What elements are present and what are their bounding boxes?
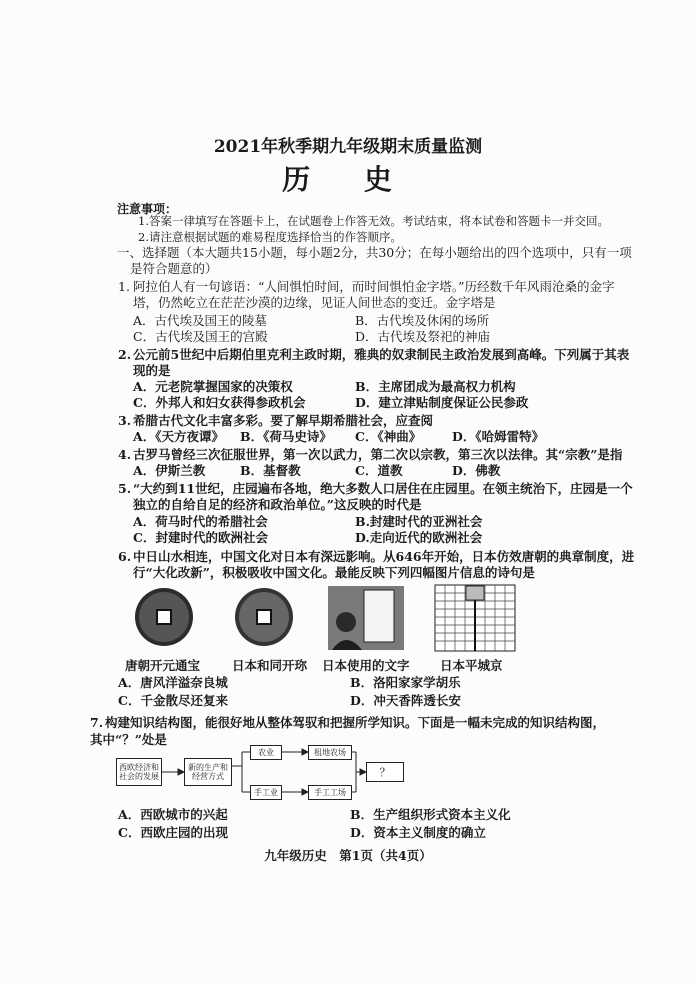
q2-option-c: C．外邦人和妇女获得参政机会 bbox=[133, 395, 306, 410]
diagram-box-workshop: 手工工场 bbox=[308, 785, 352, 800]
q6-option-b: B．洛阳家家学胡乐 bbox=[350, 675, 461, 690]
q6-stem-line-2: 行“大化改新”，积极吸收中国文化。最能反映下列四幅图片信息的诗句是 bbox=[133, 565, 535, 580]
q5-option-b: B.封建时代的亚洲社会 bbox=[355, 514, 483, 529]
q4-option-b: B．基督教 bbox=[240, 463, 301, 478]
q7-option-d: D．资本主义制度的确立 bbox=[350, 825, 486, 840]
q7-stem-line-2: 其中“？”处是 bbox=[90, 732, 167, 747]
image-caption-heijokyo: 日本平城京 bbox=[440, 658, 503, 673]
image-caption-wadokaichin: 日本和同开珎 bbox=[232, 658, 308, 673]
diagram-box-agriculture: 农业 bbox=[250, 745, 282, 760]
q4-option-c: C．道教 bbox=[355, 463, 403, 478]
image-caption-writing: 日本使用的文字 bbox=[322, 658, 410, 673]
heijokyo-map-image bbox=[434, 584, 516, 652]
q4-number: 4. bbox=[118, 447, 132, 462]
q7-stem-line-1: 构建知识结构图，能很好地从整体驾驭和把握所学知识。下面是一幅未完成的知识结构图， bbox=[105, 715, 606, 730]
q2-option-b: B．主席团成为最高权力机构 bbox=[355, 379, 516, 394]
subject-title: 历 史 bbox=[282, 163, 414, 196]
q1-stem-line-2: 塔，仍然屹立在茫茫沙漠的边缘，见证人间世态的变迁。金字塔是 bbox=[133, 295, 496, 310]
wadokaichin-coin-image bbox=[233, 586, 295, 648]
q3-option-b: B．《荷马史诗》 bbox=[240, 429, 332, 444]
diagram-box-leased-farm: 租地农场 bbox=[308, 745, 352, 760]
page-footer: 九年级历史 第1页（共4页） bbox=[264, 848, 432, 863]
q5-stem-line-1: “大约到11世纪，庄园遍布各地，绝大多数人口居住在庄园里。在领主统治下，庄园是一个 bbox=[133, 481, 633, 496]
q1-option-b: B．古代埃及休闲的场所 bbox=[355, 313, 490, 328]
q1-option-c: C．古代埃及国王的宫殿 bbox=[133, 329, 268, 344]
notes-heading: 注意事项： bbox=[117, 202, 178, 216]
section-line-1: 一、选择题（本大题共15小题，每小题2分，共30分；在每小题给出的四个选项中，只有一项 bbox=[117, 245, 632, 260]
q4-option-a: A．伊斯兰教 bbox=[133, 463, 206, 478]
q5-stem-line-2: 独立的自给自足的经济和政治单位。”这反映的时代是 bbox=[133, 497, 422, 512]
q2-option-d: D．建立津贴制度保证公民参政 bbox=[355, 395, 529, 410]
diagram-box-start: 西欧经济和社会的发展 bbox=[116, 758, 162, 786]
q7-option-c: C．西欧庄园的出现 bbox=[118, 825, 228, 840]
q1-stem-line-1: 阿拉伯人有一句谚语：“人间惧怕时间，而时间惧怕金字塔。”历经数千年风雨沧桑的金字 bbox=[133, 279, 615, 294]
q4-stem: 古罗马曾经三次征服世界，第一次以武力，第二次以宗教，第三次以法律。其“宗教”是指 bbox=[133, 447, 623, 462]
q6-option-a: A．唐风洋溢奈良城 bbox=[118, 675, 228, 690]
q7-number: 7. bbox=[90, 715, 104, 730]
note-1: 1.答案一律填写在答题卡上，在试题卷上作答无效。考试结束，将本试卷和答题卡一并交回。 bbox=[138, 214, 609, 228]
q1-option-a: A．古代埃及国王的陵墓 bbox=[133, 313, 268, 328]
image-caption-kaiyuan: 唐朝开元通宝 bbox=[125, 658, 201, 673]
diagram-box-question: ？ bbox=[366, 762, 404, 782]
q2-option-a: A．元老院掌握国家的决策权 bbox=[133, 379, 293, 394]
q5-option-a: A．荷马时代的希腊社会 bbox=[133, 514, 268, 529]
q3-stem: 希腊古代文化丰富多彩。要了解早期希腊社会，应查阅 bbox=[133, 413, 434, 428]
q6-option-d: D．冲天香阵透长安 bbox=[350, 693, 461, 708]
kaiyuan-coin-image bbox=[133, 586, 195, 648]
q5-option-c: C．封建时代的欧洲社会 bbox=[133, 530, 268, 545]
q5-number: 5. bbox=[118, 481, 132, 496]
exam-title: 2021年秋季期九年级期末质量监测 bbox=[213, 137, 483, 157]
note-2: 2.请注意根据试题的难易程度选择恰当的作答顺序。 bbox=[138, 230, 402, 244]
q3-number: 3. bbox=[118, 413, 132, 428]
q4-option-d: D．佛教 bbox=[452, 463, 501, 478]
q2-stem-line-1: 公元前5世纪中后期伯里克利主政时期，雅典的奴隶制民主政治发展到高峰。下列属于其表 bbox=[133, 347, 630, 362]
q7-option-b: B．生产组织形式资本主义化 bbox=[350, 807, 511, 822]
q6-option-c: C．千金散尽还复来 bbox=[118, 693, 228, 708]
q6-stem-line-1: 中日山水相连，中国文化对日本有深远影响。从646年开始，日本仿效唐朝的典章制度，进 bbox=[133, 549, 635, 564]
q7-option-a: A．西欧城市的兴起 bbox=[118, 807, 228, 822]
q5-option-d: D.走向近代的欧洲社会 bbox=[355, 530, 483, 545]
q2-stem-line-2: 现的是 bbox=[133, 363, 171, 378]
q3-option-d: D．《哈姆雷特》 bbox=[452, 429, 545, 444]
q3-option-c: C．《神曲》 bbox=[355, 429, 422, 444]
diagram-box-middle: 新的生产和经营方式 bbox=[184, 758, 232, 786]
q1-number: 1. bbox=[118, 279, 130, 294]
q6-number: 6. bbox=[118, 549, 132, 564]
section-line-2: 是符合题意的） bbox=[130, 261, 218, 276]
q2-number: 2. bbox=[118, 347, 132, 362]
q1-option-d: D．古代埃及祭祀的神庙 bbox=[355, 329, 491, 344]
diagram-box-handicraft: 手工业 bbox=[250, 785, 282, 800]
q3-option-a: A．《天方夜谭》 bbox=[133, 429, 224, 444]
heisei-writing-image bbox=[328, 586, 404, 650]
